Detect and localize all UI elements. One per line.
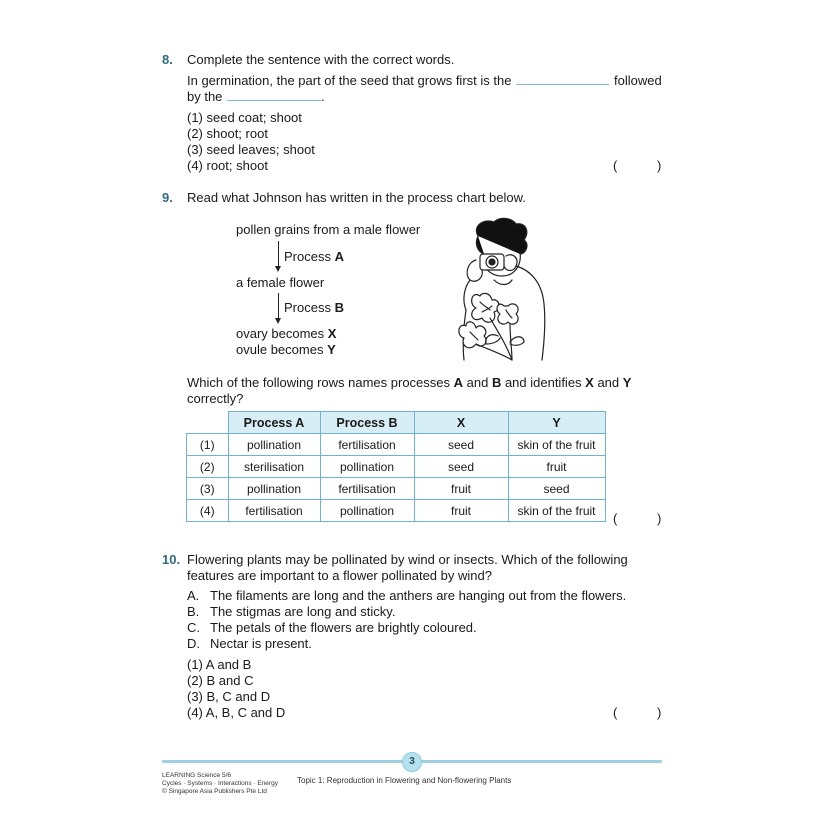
answer-bracket-open[interactable]: ( [613,705,618,720]
column-header: X [414,412,508,434]
option-2[interactable]: (2) shoot; root [187,126,268,141]
statement-text: The stigmas are long and sticky. [210,604,396,619]
table-corner [187,412,229,434]
boy-with-camera-illustration [450,214,550,362]
table-cell: skin of the fruit [508,434,605,456]
table-cell: fertilisation [228,500,320,522]
chart-step-female: a female flower [236,275,325,290]
question-text-line2: correctly? [187,391,244,406]
book-title: LEARNING Science 5/6 [162,772,232,779]
book-subtitle: Cycles · Systems · Interactions · Energy [162,780,278,787]
answer-bracket-open[interactable]: ( [613,158,618,173]
statement-letter: B. [187,604,200,619]
option-1[interactable]: (1) seed coat; shoot [187,110,302,125]
answer-bracket-open[interactable]: ( [613,511,618,526]
options-table [186,411,606,522]
chart-step-ovule: ovule becomes Y [236,342,336,357]
arrowhead-icon [275,318,281,324]
column-header: Process A [228,412,320,434]
question-number: 9. [162,190,173,205]
option-3[interactable]: (3) seed leaves; shoot [187,142,315,157]
table-cell: sterilisation [228,456,320,478]
answer-blank-1[interactable] [516,84,609,85]
statement-letter: A. [187,588,200,603]
column-header: Process B [320,412,414,434]
table-cell: pollination [228,478,320,500]
option-2[interactable]: (2) B and C [187,673,254,688]
arrow-down-icon [278,293,279,319]
page-number: 3 [402,752,422,772]
row-label[interactable]: (3) [187,478,229,500]
arrowhead-icon [275,266,281,272]
table-cell: seed [414,434,508,456]
question-text-line1: Which of the following rows names processes A and B and identifies X and Y [187,375,632,390]
sentence-part1: In germination, the part of the seed that grows first is the [187,73,512,88]
statement-letter: C. [187,620,200,635]
table-cell: fruit [414,500,508,522]
sentence-part2: followed [614,73,662,88]
statement-text: The petals of the flowers are brightly coloured. [210,620,477,635]
statement-letter: D. [187,636,200,651]
question-number: 10. [162,552,181,567]
table-cell: seed [508,478,605,500]
answer-bracket-close[interactable]: ) [657,158,662,173]
column-header: Y [508,412,605,434]
chart-step-ovary: ovary becomes X [236,326,337,341]
option-3[interactable]: (3) B, C and D [187,689,271,704]
table-row[interactable] [187,456,606,478]
table-cell: pollination [320,500,414,522]
question-prompt: Read what Johnson has written in the process chart below. [187,190,526,205]
statement-text: The filaments are long and the anthers are hanging out from the flowers. [210,588,627,603]
answer-bracket-close[interactable]: ) [657,511,662,526]
option-4[interactable]: (4) A, B, C and D [187,705,286,720]
option-4[interactable]: (4) root; shoot [187,158,268,173]
table-cell: fertilisation [320,434,414,456]
row-label[interactable]: (1) [187,434,229,456]
table-header-row [187,412,606,434]
answer-bracket-close[interactable]: ) [657,705,662,720]
question-prompt: Complete the sentence with the correct words. [187,52,455,67]
table-cell: skin of the fruit [508,500,605,522]
question-number: 8. [162,52,173,67]
process-b-label: Process B [284,300,344,315]
table-cell: pollination [228,434,320,456]
statement-text: Nectar is present. [210,636,312,651]
option-1[interactable]: (1) A and B [187,657,252,672]
chart-step-pollen: pollen grains from a male flower [236,222,421,237]
table-row[interactable] [187,478,606,500]
table-cell: fertilisation [320,478,414,500]
row-label[interactable]: (4) [187,500,229,522]
question-prompt-line1: Flowering plants may be pollinated by wind or insects. Which of the following [187,552,628,567]
sentence-end: . [321,89,325,104]
table-row[interactable] [187,434,606,456]
table-cell: pollination [320,456,414,478]
table-cell: seed [414,456,508,478]
question-prompt-line2: features are important to a flower pollinated by wind? [187,568,492,583]
sentence-part3: by the [187,89,223,104]
table-row[interactable] [187,500,606,522]
table-cell: fruit [508,456,605,478]
answer-blank-2[interactable] [227,100,321,101]
arrow-down-icon [278,241,279,267]
copyright: © Singapore Asia Publishers Pte Ltd [162,788,267,795]
topic-title: Topic 1: Reproduction in Flowering and Non-flowering Plants [297,776,512,785]
row-label[interactable]: (2) [187,456,229,478]
table-cell: fruit [414,478,508,500]
process-a-label: Process A [284,249,344,264]
